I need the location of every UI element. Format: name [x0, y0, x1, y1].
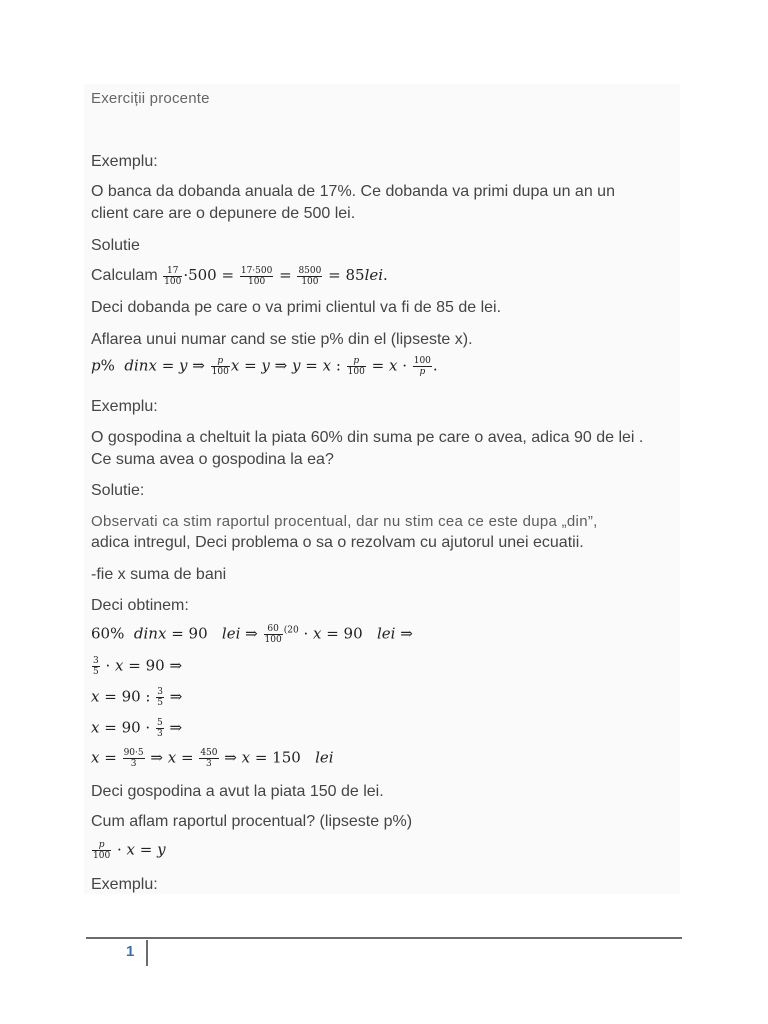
footer-rule — [86, 937, 682, 939]
formula-percent-of: p% dinx = y ⇒ $\frac{p}{100}$ x = y ⇒ y = x : $\frac{p}{100}$ = x · $\frac{100}{p}$ . — [91, 356, 438, 377]
observation-text: Observati ca stim raportul procentual, dar nu stim cea ce este dupa „din”, — [91, 513, 598, 530]
equation-step-2: $\frac{3}{5}$ · x = 90 ⇒ — [93, 656, 183, 677]
example-label: Exemplu: — [91, 876, 158, 893]
problem-text: O gospodina a cheltuit la piata 60% din suma pe care o avea, adica 90 de lei . — [91, 429, 644, 446]
calculation-formula: $\frac{17}{100}$ ·500 = $\frac{17\cdot 500}{100}$ = $\frac{8500}{100}$ = 85lei. — [164, 265, 388, 287]
equation-step-3: x = 90 : $\frac{3}{5}$ ⇒ — [91, 687, 183, 708]
calc-prefix: Calculam — [91, 267, 158, 284]
page-number: 1 — [126, 943, 135, 960]
calculation-line — [91, 264, 388, 287]
obtain-label: Deci obtinem: — [91, 597, 189, 614]
page-number-separator — [146, 940, 148, 966]
solution-label: Solutie — [91, 237, 140, 254]
problem-text: client care are o depunere de 500 lei. — [91, 205, 356, 222]
problem-text: O banca da dobanda anuala de 17%. Ce dobanda va primi dupa un an un — [91, 183, 615, 200]
equation-step-1: 60% dinx = 90 lei ⇒ $\frac{60}{100}$ $^{(20}$ · x = 90 lei ⇒ — [91, 624, 413, 645]
document-title: Exerciții procente — [91, 90, 210, 107]
variable-definition: -fie x suma de bani — [91, 566, 227, 583]
equation-step-4: x = 90 · $\frac{5}{3}$ ⇒ — [91, 718, 183, 739]
formula-percent-ratio: $\frac{p}{100}$ · x = y — [93, 840, 166, 861]
result-text: Deci dobanda pe care o va primi clientul va fi de 85 de lei. — [91, 299, 502, 316]
rule-text: Cum aflam raportul procentual? (lipseste p%) — [91, 813, 413, 830]
example-label: Exemplu: — [91, 398, 158, 415]
problem-text: Ce suma avea o gospodina la ea? — [91, 451, 334, 468]
rule-text: Aflarea unui numar cand se stie p% din el (lipseste x). — [91, 331, 473, 348]
equation-step-5: x = $\frac{90\cdot 5}{3}$ ⇒ x = $\frac{450}{3}$ ⇒ x = 150 lei — [91, 748, 334, 769]
observation-text: adica intregul, Deci problema o sa o rezolvam cu ajutorul unei ecuatii. — [91, 534, 584, 551]
example-label: Exemplu: — [91, 153, 158, 170]
solution-label: Solutie: — [91, 482, 145, 499]
result-text: Deci gospodina a avut la piata 150 de lei. — [91, 783, 384, 800]
